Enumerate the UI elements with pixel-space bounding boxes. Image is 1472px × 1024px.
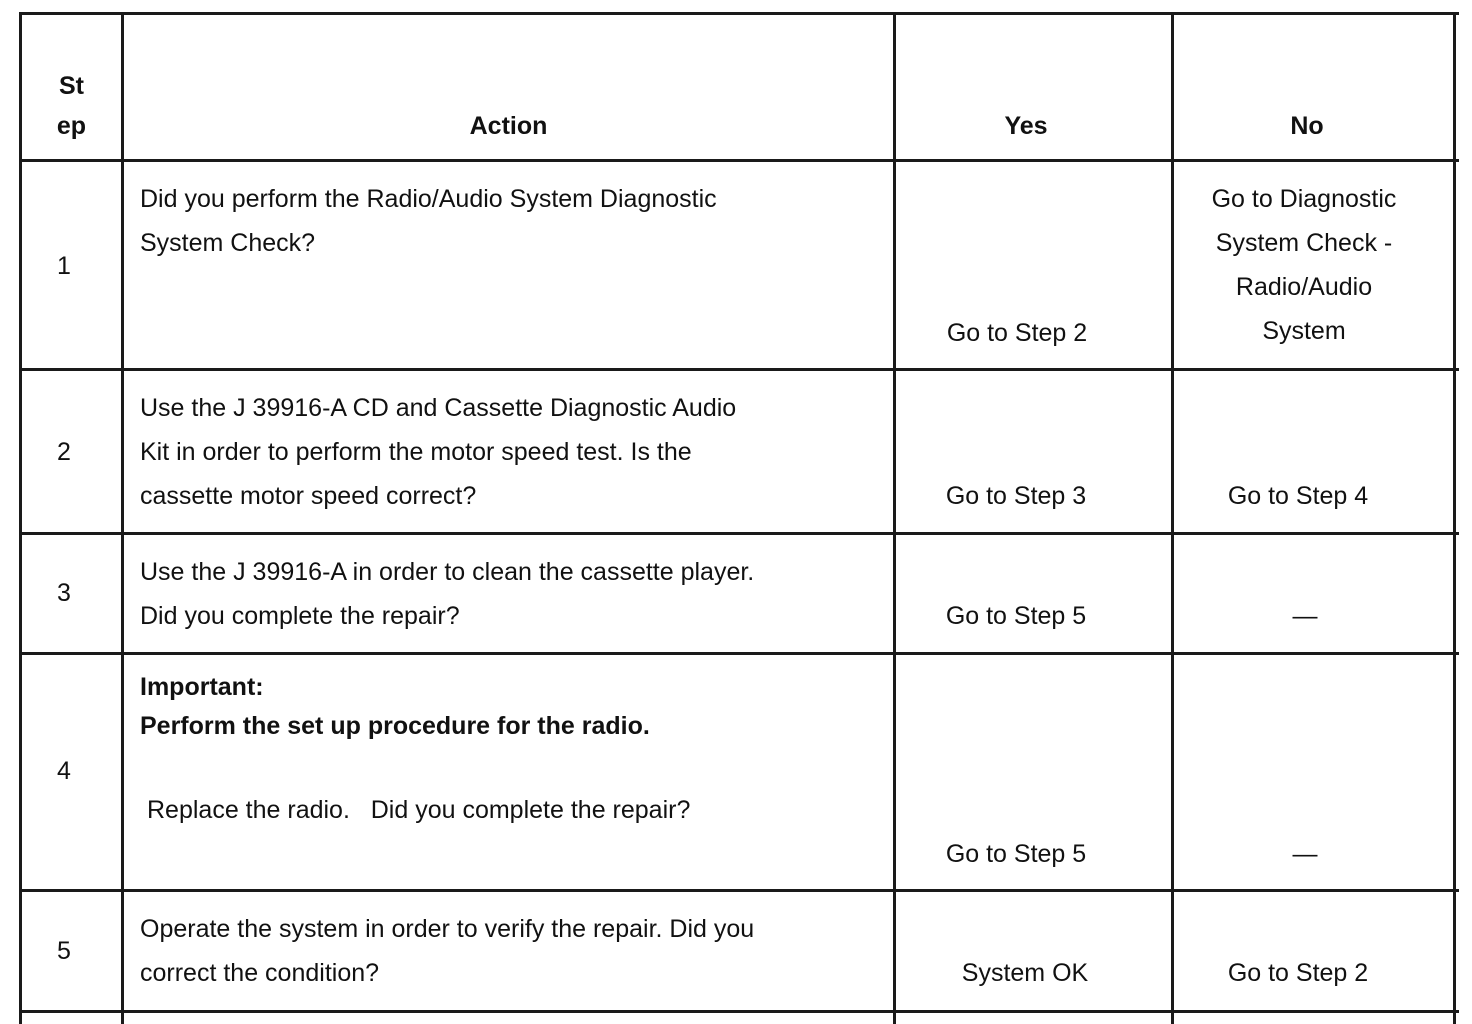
yes-result: Go to Step 5 xyxy=(945,602,1087,630)
no-result: — xyxy=(1292,840,1318,868)
header-step-line: ep xyxy=(56,112,87,140)
table-border-right xyxy=(1453,13,1456,1024)
no-result: — xyxy=(1292,602,1318,630)
action-text xyxy=(140,550,754,638)
step-number: 2 xyxy=(57,438,71,466)
action-line: Did you complete the repair? xyxy=(140,602,460,630)
row-divider xyxy=(19,1010,1459,1013)
action-line: Operate the system in order to verify the repair. Did you xyxy=(140,915,755,943)
row-divider xyxy=(19,889,1459,892)
yes-result: Go to Step 5 xyxy=(945,840,1087,868)
table-border-top xyxy=(19,12,1459,15)
important-label: Important: xyxy=(140,673,264,701)
action-line: System Check? xyxy=(140,229,316,257)
header-yes: Yes xyxy=(1004,112,1048,140)
action-text xyxy=(140,907,754,995)
step-number: 5 xyxy=(57,937,71,965)
header-no: No xyxy=(1290,112,1324,140)
action-line: Use the J 39916-A in order to clean the cassette player. xyxy=(140,558,755,586)
action-line: Use the J 39916-A CD and Cassette Diagnostic Audio xyxy=(140,394,737,422)
row-divider xyxy=(19,532,1459,535)
header-step-line: St xyxy=(59,72,84,100)
header-action: Action xyxy=(469,112,548,140)
no-result-line: System xyxy=(1262,317,1346,345)
no-result-line: Go to Diagnostic xyxy=(1211,185,1397,213)
column-divider-step xyxy=(121,13,124,1024)
step-number: 4 xyxy=(57,757,71,785)
row-divider xyxy=(19,652,1459,655)
action-text xyxy=(140,177,717,265)
step-number: 1 xyxy=(57,252,71,280)
no-result: Go to Step 2 xyxy=(1227,959,1369,987)
step-number: 3 xyxy=(57,579,71,607)
action-line: Did you perform the Radio/Audio System Diagnostic xyxy=(140,185,717,213)
action-text: Replace the radio. Did you complete the repair? xyxy=(147,796,691,824)
action-line: cassette motor speed correct? xyxy=(140,482,477,510)
yes-result: System OK xyxy=(961,959,1089,987)
yes-result: Go to Step 2 xyxy=(946,319,1088,347)
row-divider xyxy=(19,368,1459,371)
yes-result: Go to Step 3 xyxy=(945,482,1087,510)
action-line: Kit in order to perform the motor speed test. Is the xyxy=(140,438,692,466)
no-result: Go to Step 4 xyxy=(1227,482,1369,510)
action-line: correct the condition? xyxy=(140,959,380,987)
no-result xyxy=(1174,177,1434,353)
no-result-line: Radio/Audio xyxy=(1235,273,1373,301)
table-border-left xyxy=(19,13,22,1024)
no-result-line: System Check - xyxy=(1215,229,1393,257)
important-text: Perform the set up procedure for the radio. xyxy=(140,712,650,740)
row-divider xyxy=(19,159,1459,162)
header-step xyxy=(22,66,121,146)
action-text xyxy=(140,386,736,518)
